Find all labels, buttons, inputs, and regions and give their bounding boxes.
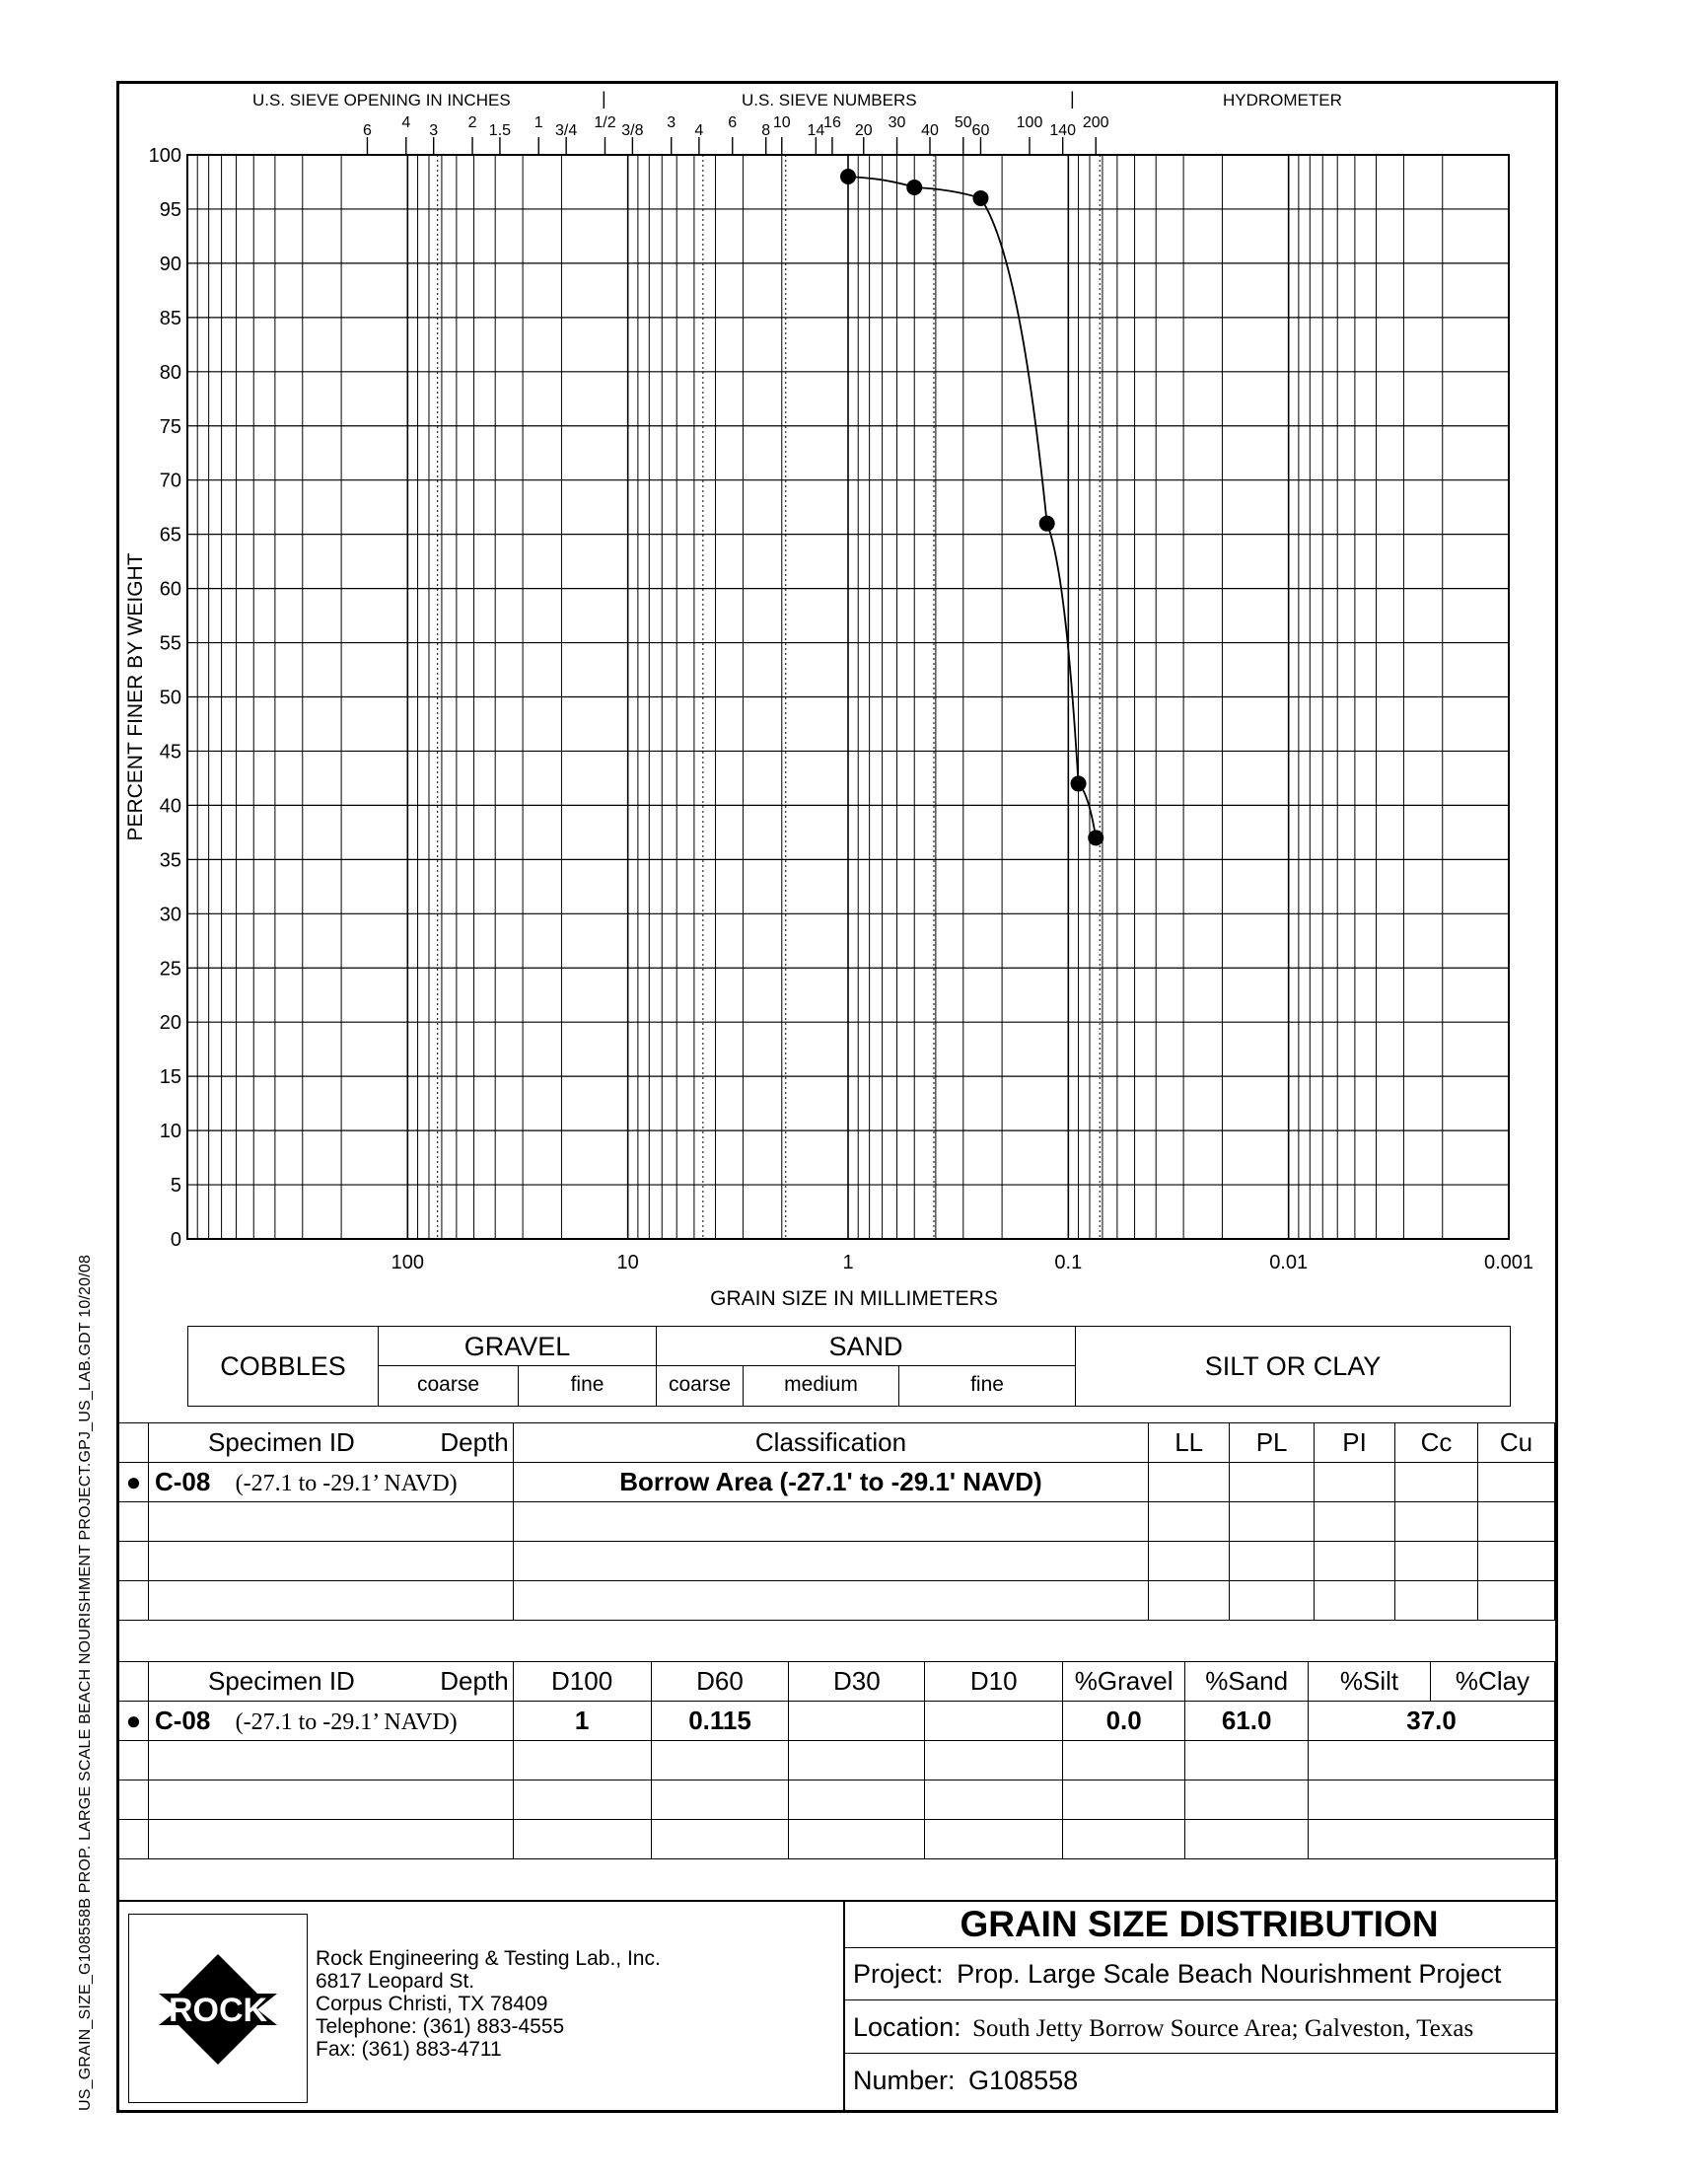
gravel-coarse-label: coarse xyxy=(378,1366,518,1406)
x-tick-label: 0.01 xyxy=(1269,1252,1309,1273)
sieve-numbers-header: U.S. SIEVE NUMBERS xyxy=(742,91,917,109)
sand-medium-label: medium xyxy=(743,1366,898,1406)
y-tick-label: 55 xyxy=(159,632,181,655)
company-city: Corpus Christi, TX 78409 xyxy=(316,1993,548,2015)
pl-header: PL xyxy=(1230,1423,1315,1463)
hydrometer-header: HYDROMETER xyxy=(1223,91,1342,109)
logo-frame xyxy=(128,1914,308,2103)
table-row xyxy=(119,1702,1555,1741)
sand-pct-header: %Sand xyxy=(1185,1662,1309,1702)
y-tick-label: 45 xyxy=(159,741,181,763)
sieve-label: 50 xyxy=(954,114,972,131)
location-label: Location: xyxy=(853,2012,961,2042)
sieve-label: 200 xyxy=(1082,114,1109,131)
project-value: Prop. Large Scale Beach Nourishment Project xyxy=(957,1959,1502,1989)
classification-table xyxy=(118,1422,1555,1621)
project-row xyxy=(843,1947,1555,2000)
x-tick-label: 0.001 xyxy=(1483,1252,1534,1273)
company-street: 6817 Leopard St. xyxy=(316,1970,475,1993)
d100-value: 1 xyxy=(513,1702,651,1741)
y-tick-label: 85 xyxy=(159,307,181,329)
x-axis-label: GRAIN SIZE IN MILLIMETERS xyxy=(710,1287,998,1310)
report-title: GRAIN SIZE DISTRIBUTION xyxy=(843,1902,1555,1948)
table-row xyxy=(119,1542,1555,1581)
series-marker: ● xyxy=(119,1702,149,1741)
sieve-label: 4 xyxy=(401,114,411,131)
sieve-label: 140 xyxy=(1049,122,1077,139)
x-tick-label: 100 xyxy=(391,1252,425,1273)
d10-header: D10 xyxy=(925,1662,1063,1702)
data-point xyxy=(906,180,922,195)
header-separator-2: | xyxy=(1070,89,1075,109)
d60-header: D60 xyxy=(651,1662,789,1702)
sand-fine-label: fine xyxy=(898,1366,1075,1406)
data-point xyxy=(840,169,856,184)
clay-pct-header: %Clay xyxy=(1431,1662,1555,1702)
ll-header: LL xyxy=(1149,1423,1230,1463)
y-tick-label: 60 xyxy=(159,578,181,601)
specimen-depth: (-27.1 to -29.1’ NAVD) xyxy=(235,1709,458,1735)
sieve-label: 10 xyxy=(772,114,791,131)
company-name: Rock Engineering & Testing Lab., Inc. xyxy=(316,1947,661,1970)
number-row xyxy=(843,2054,1555,2107)
specimen-id: C-08 xyxy=(154,1467,211,1496)
specimen-depth: (-27.1 to -29.1’ NAVD) xyxy=(235,1471,458,1496)
sieve-label: 40 xyxy=(921,122,939,139)
y-tick-label: 10 xyxy=(159,1121,181,1143)
sieve-label: 6 xyxy=(363,122,372,139)
sieve-label: 30 xyxy=(888,114,906,131)
series-line xyxy=(848,177,1096,837)
table-row xyxy=(119,1463,1555,1502)
series-marker: ● xyxy=(119,1463,149,1502)
sieve-label: 16 xyxy=(823,114,841,131)
project-label: Project: xyxy=(853,1959,944,1989)
x-tick-label: 10 xyxy=(616,1252,639,1273)
y-tick-label: 35 xyxy=(159,849,181,872)
y-tick-label: 5 xyxy=(170,1175,181,1198)
y-tick-label: 50 xyxy=(159,687,181,709)
classification-value: Borrow Area (-27.1' to -29.1' NAVD) xyxy=(513,1463,1148,1502)
rock-logo xyxy=(129,1915,307,2102)
classification-header: Classification xyxy=(513,1423,1148,1463)
d100-header: D100 xyxy=(513,1662,651,1702)
d60-value: 0.115 xyxy=(651,1702,789,1741)
report-info-block xyxy=(843,1900,1555,2113)
specimen-id-header: Specimen ID xyxy=(207,1427,355,1457)
specimen-id: C-08 xyxy=(154,1706,211,1735)
table-header-row xyxy=(119,1662,1555,1702)
number-value: G108558 xyxy=(968,2066,1079,2095)
header-separator-1: | xyxy=(602,89,606,109)
y-axis-label: PERCENT FINER BY WEIGHT xyxy=(124,552,147,841)
data-point xyxy=(1071,775,1087,791)
y-tick-label: 70 xyxy=(159,470,181,492)
company-block xyxy=(118,1900,845,2113)
silt-clay-label: SILT OR CLAY xyxy=(1075,1327,1510,1406)
x-tick-label: 1 xyxy=(842,1252,854,1273)
location-value: South Jetty Borrow Source Area; Galveston, Texas xyxy=(972,2015,1474,2042)
logo-text: ROCK xyxy=(168,1992,268,2029)
sieve-label: 3 xyxy=(667,114,676,131)
depth-header: Depth xyxy=(440,1427,509,1457)
data-point xyxy=(972,190,988,206)
sieve-label: 100 xyxy=(1016,114,1043,131)
side-file-label: US_GRAIN_SIZE_G108558B PROP. LARGE SCALE BEACH NOURISHMENT PROJECT.GPJ_US_LAB.GDT 10/20/08 xyxy=(77,1254,94,2111)
sieve-label: 1/2 xyxy=(594,114,616,131)
company-telephone: Telephone: (361) 883-4555 xyxy=(316,2015,565,2038)
y-tick-label: 80 xyxy=(159,361,181,384)
soil-classification-scale xyxy=(187,1326,1511,1407)
sieve-label: 60 xyxy=(971,122,990,139)
gradation-table xyxy=(118,1661,1555,1859)
depth-header: Depth xyxy=(440,1666,509,1696)
data-point xyxy=(1039,516,1055,532)
table-header-row xyxy=(119,1423,1555,1463)
table-row xyxy=(119,1581,1555,1621)
y-tick-label: 30 xyxy=(159,904,181,926)
sieve-label: 6 xyxy=(728,114,738,131)
gravel-pct-header: %Gravel xyxy=(1063,1662,1185,1702)
gravel-fine-label: fine xyxy=(518,1366,656,1406)
table-row xyxy=(119,1780,1555,1820)
x-tick-label: 0.1 xyxy=(1054,1252,1083,1273)
gravel-pct-value: 0.0 xyxy=(1063,1702,1185,1741)
sieve-label: 4 xyxy=(694,122,704,139)
cu-header: Cu xyxy=(1477,1423,1554,1463)
y-tick-label: 15 xyxy=(159,1066,181,1089)
y-tick-label: 40 xyxy=(159,795,181,818)
table-row xyxy=(119,1820,1555,1859)
sieve-label: 1.5 xyxy=(488,122,512,139)
sieve-label: 3/4 xyxy=(555,122,578,139)
d30-header: D30 xyxy=(789,1662,925,1702)
sieve-label: 8 xyxy=(761,122,771,139)
sieve-label: 3 xyxy=(429,122,439,139)
company-address xyxy=(316,1947,661,2061)
sieve-label: 3/8 xyxy=(621,122,644,139)
y-tick-label: 100 xyxy=(148,145,181,167)
y-tick-label: 65 xyxy=(159,524,181,546)
cc-header: Cc xyxy=(1395,1423,1478,1463)
cobbles-label: COBBLES xyxy=(220,1351,346,1381)
y-tick-label: 75 xyxy=(159,415,181,438)
silt-clay-pct-value: 37.0 xyxy=(1309,1702,1555,1741)
location-row xyxy=(843,2000,1555,2054)
y-tick-label: 95 xyxy=(159,198,181,221)
specimen-id-header: Specimen ID xyxy=(207,1666,355,1696)
y-tick-label: 90 xyxy=(159,253,181,275)
silt-pct-header: %Silt xyxy=(1309,1662,1431,1702)
table-row xyxy=(119,1502,1555,1542)
table-row xyxy=(119,1741,1555,1780)
sieve-opening-header: U.S. SIEVE OPENING IN INCHES xyxy=(252,91,511,109)
sieve-label: 2 xyxy=(467,114,477,131)
sieve-label: 14 xyxy=(807,122,825,139)
pi-header: PI xyxy=(1315,1423,1395,1463)
y-tick-label: 25 xyxy=(159,958,181,981)
y-tick-label: 0 xyxy=(170,1229,181,1251)
y-tick-label: 20 xyxy=(159,1012,181,1035)
sieve-label: 20 xyxy=(854,122,873,139)
sand-coarse-label: coarse xyxy=(656,1366,743,1406)
sand-pct-value: 61.0 xyxy=(1185,1702,1309,1741)
gravel-label: GRAVEL xyxy=(378,1327,656,1366)
number-label: Number: xyxy=(853,2066,956,2095)
company-fax: Fax: (361) 883-4711 xyxy=(316,2038,502,2061)
data-point xyxy=(1088,830,1103,845)
sand-label: SAND xyxy=(656,1327,1075,1366)
sieve-label: 1 xyxy=(534,114,543,131)
